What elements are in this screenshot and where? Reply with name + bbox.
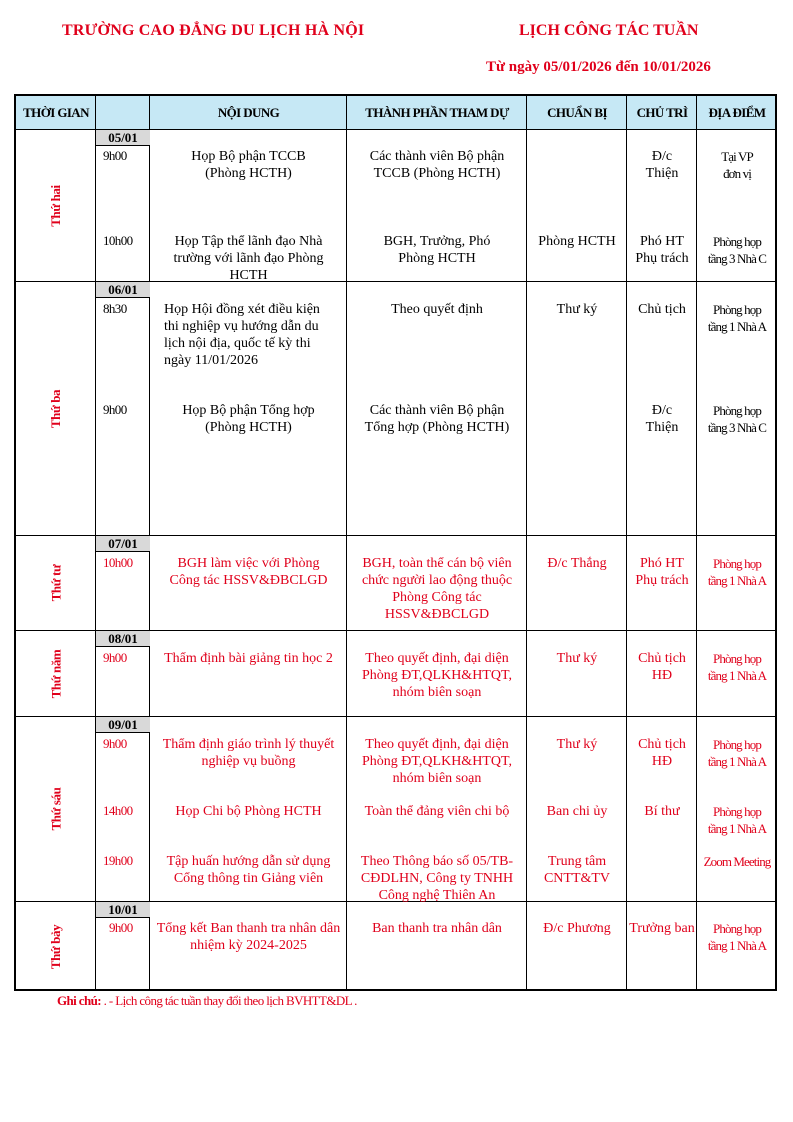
event-time: 9h00 — [103, 402, 127, 417]
event-participants: Theo quyết định, đại diện Phòng ĐT,QLKH&HTQT, nhóm biên soạn — [362, 737, 512, 786]
col-header-prepare: CHUẨN BỊ — [547, 104, 607, 120]
event-location: Phòng họp tầng 3 Nhà C — [707, 403, 767, 435]
col-header-time: THỜI GIAN — [23, 104, 89, 120]
event-time: 19h00 — [103, 853, 133, 868]
event-participants: Theo quyết định — [391, 302, 483, 317]
event-prepare: Phòng HCTH — [538, 234, 616, 249]
event-chair: Chủ tịch HĐ — [638, 651, 686, 683]
day-label: Thứ ba — [47, 389, 63, 428]
event-participants: Theo Thông báo số 05/TB-CĐDLHN, Công ty TNHH Công nghệ Thiên An — [360, 854, 514, 903]
event-time: 14h00 — [103, 803, 133, 818]
event-content: BGH làm việc với Phòng Công tác HSSV&ĐBCLGD — [169, 556, 328, 588]
event-prepare: Đ/c Thắng — [547, 556, 607, 571]
event-participants: Theo quyết định, đại diện Phòng ĐT,QLKH&HTQT, nhóm biên soạn — [362, 651, 512, 700]
event-location: Tại VP đơn vị — [721, 149, 753, 181]
event-participants: BGH, toàn thể cán bộ viên chức người lao động thuộc Phòng Công tác HSSV&ĐBCLGD — [361, 556, 513, 622]
date-label: 07/01 — [96, 536, 150, 552]
event-time: 9h00 — [103, 736, 127, 751]
event-prepare: Ban chi ủy — [546, 804, 608, 819]
event-content: Họp Bộ phận TCCB (Phòng HCTH) — [191, 149, 306, 181]
school-name: TRƯỜNG CAO ĐẲNG DU LỊCH HÀ NỘI — [62, 22, 365, 39]
event-prepare: Thư ký — [556, 737, 598, 752]
date-label: 06/01 — [96, 282, 150, 298]
col-header-location: ĐỊA ĐIỂM — [708, 104, 766, 120]
event-location: Phòng họp tầng 1 Nhà A — [707, 804, 767, 836]
event-location: Phòng họp tầng 1 Nhà A — [707, 737, 767, 769]
date-label: 09/01 — [96, 717, 150, 733]
event-location: Phòng họp tầng 1 Nhà A — [707, 556, 767, 588]
event-time: 9h00 — [103, 650, 127, 665]
event-time: 9h00 — [103, 148, 127, 163]
col-header-participants: THÀNH PHẦN THAM DỰ — [365, 104, 509, 120]
event-content: Tổng kết Ban thanh tra nhân dân nhiệm kỳ 2024-2025 — [156, 921, 341, 953]
event-location: Zoom Meeting — [703, 854, 771, 869]
event-time: 10h00 — [103, 233, 133, 248]
event-content: Họp Bộ phận Tổng hợp (Phòng HCTH) — [182, 403, 315, 435]
event-chair: Trưởng ban — [629, 921, 695, 936]
event-chair: Phó HT Phụ trách — [635, 234, 689, 266]
event-chair: Đ/c Thiện — [645, 149, 679, 181]
day-label: Thứ bảy — [47, 924, 63, 969]
event-participants: BGH, Trưởng, Phó Phòng HCTH — [383, 234, 491, 266]
footnote-label: Ghi chú: — [57, 993, 101, 1008]
date-label: 08/01 — [96, 631, 150, 647]
event-prepare: Trung tâm CNTT&TV — [543, 854, 611, 886]
event-location: Phòng họp tầng 1 Nhà A — [707, 302, 767, 334]
event-location: Phòng họp tầng 1 Nhà A — [707, 651, 767, 683]
event-participants: Ban thanh tra nhân dân — [372, 921, 502, 936]
event-content: Thẩm định bài giảng tin học 2 — [164, 651, 333, 666]
schedule-table — [14, 94, 777, 991]
event-prepare: Thư ký — [556, 302, 598, 317]
event-chair: Bí thư — [644, 804, 680, 819]
event-content: Thẩm định giáo trình lý thuyết nghiệp vụ buồng — [162, 737, 335, 769]
event-chair: Chủ tịch — [638, 302, 686, 317]
date-label: 05/01 — [96, 130, 150, 146]
day-label: Thứ sáu — [47, 787, 63, 831]
event-participants: Các thành viên Bộ phận Tổng hợp (Phòng HCTH) — [364, 403, 510, 435]
day-label: Thứ hai — [48, 184, 63, 227]
event-prepare: Thư ký — [556, 651, 598, 666]
event-location: Phòng họp tầng 1 Nhà A — [707, 921, 767, 953]
event-content: Tập huấn hướng dẫn sử dụng Cổng thông tin Giảng viên — [166, 854, 331, 886]
day-label: Thứ tư — [48, 564, 63, 602]
event-chair: Chủ tịch HĐ — [638, 737, 686, 769]
event-prepare: Đ/c Phương — [543, 921, 611, 936]
event-time: 10h00 — [103, 555, 133, 570]
event-participants: Các thành viên Bộ phận TCCB (Phòng HCTH) — [369, 149, 505, 181]
divider — [346, 96, 347, 989]
event-participants: Toàn thể đảng viên chi bộ — [364, 804, 510, 819]
event-chair: Phó HT Phụ trách — [635, 556, 689, 588]
date-label: 10/01 — [96, 902, 150, 918]
footnote — [57, 993, 357, 1009]
event-location: Phòng họp tầng 3 Nhà C — [707, 234, 767, 266]
col-header-content: NỘI DUNG — [217, 104, 280, 120]
event-time: 8h30 — [103, 301, 127, 316]
col-header-chair: CHỦ TRÌ — [636, 104, 688, 120]
event-chair: Đ/c Thiện — [645, 403, 679, 435]
footnote-text: . - Lịch công tác tuần thay đổi theo lịch BVHTT&DL . — [100, 993, 357, 1008]
day-label: Thứ năm — [48, 649, 63, 698]
event-time: 9h00 — [109, 920, 133, 935]
schedule-title: LỊCH CÔNG TÁC TUẦN — [519, 22, 699, 39]
event-content: Họp Tập thể lãnh đạo Nhà trường với lãnh đạo Phòng HCTH — [173, 234, 324, 283]
date-range: Từ ngày 05/01/2026 đến 10/01/2026 — [486, 59, 711, 75]
event-content: Họp Hội đồng xét điều kiện thi nghiệp vụ hướng dẫn du lịch nội địa, quốc tế kỳ thi ngày 11/01/2026 — [164, 302, 320, 368]
event-content: Họp Chi bộ Phòng HCTH — [175, 804, 322, 819]
